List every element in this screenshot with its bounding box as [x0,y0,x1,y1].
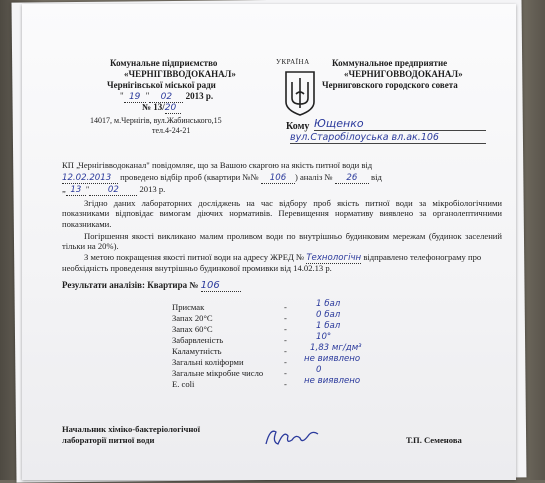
body-paragraph-1c: „ 13 " 02 2013 р. [62,184,166,195]
letter-number: № 13/20 [142,102,181,114]
right-header-line1: Коммунальное предприятие [332,58,448,68]
letter-page: Комунальне підприємство «ЧЕРНІГІВВОДОКАНАЛ» Чернігівської міської ради " 19 " 02 2013 р. № 13/20 14017, м.Чернігів, вул.Жабинського,15 тел.4-24-21 УКРАЇНА Коммунальное предприятие «ЧЕРНИГОВВОДОКАНАЛ» Черниговского городского совета Кому Ющенко вул.Старобілоуська вл.ак.106 КП „Чернігівводоканал" повідомляє, що за Вашою скаргою на якість питної води від 12.02.2013 проведено відбір проб (квартири №№ 106 ) аналіз № 26 від „ 13 " 02 2013 р. Згідно даних лабораторних досліджень на час відбору проб якість питної води за мікробіологічними показниками відповідає вимогам діючих нормативів. Перевищення нормативу виявлено за органолептичними показниками. Погіршення якості викликано малим проливом води по внутрішньо будинковим мережам (будинок заселений тільки на 20%). З метою покращення якості питної води на адресу ЖРЕД № Технологічн відправлено телефонограму про необхідність проведення внутрішньо будинкової промивки від 14.02.13 р. Результати аналізів: Квартира № 106 Присмак - 1 бал Запах 20°С - 0 бал Запах 60°С - 1 бал Забарвленість - 10° Каламутність - 1,83 мг/дм³ Загальні коліформи - не виявлено Загальне мікробне число - 0 E. coli - не виявлено Начальник хіміко-бактеріологічної лабораторії питної води Т.П. Семенова [22,4,516,480]
right-header-line3: Черниговского городского совета [322,80,458,90]
result-value: 0 [316,365,322,375]
result-value: 1,83 мг/дм³ [310,343,362,353]
signatory-title-line2: лабораторії питної води [62,435,155,445]
signatory-title-line1: Начальник хіміко-бактеріологічної [62,424,200,434]
body-paragraph-3: Погіршення якості викликано малим проливом води по внутрішньо будинковим мережам (будинок заселений тільки на 20%). [62,231,502,252]
body-paragraph-2: Згідно даних лабораторних досліджень на час відбору проб якість питної води за мікробіологічними показниками відповідає вимогам діючих нормативів. Перевищення нормативу виявлено за органолептичними показниками. [62,198,502,229]
result-label: Каламутність [172,346,222,356]
right-header-line2: «ЧЕРНИГОВВОДОКАНАЛ» [344,69,463,79]
handwritten-signature [262,422,322,457]
result-label: Присмак [172,302,205,312]
result-label: E. coli [172,379,195,389]
result-label: Запах 20°С [172,313,213,323]
left-header-line1: Комунальне підприємство [110,58,218,68]
result-value: 1 бал [316,321,341,331]
result-label: Запах 60°С [172,324,213,334]
recipient-label: Кому [286,121,310,132]
signatory-name: Т.П. Семенова [406,435,462,445]
date-month-hand: 02 [149,92,183,103]
letter-date: " 19 " 02 2013 р. [120,91,214,102]
result-value: не виявлено [304,376,361,386]
result-value: 10° [316,332,332,342]
result-label: Забарвленість [172,335,224,345]
trident-icon [284,70,316,116]
left-header-line3: Чернігівської міської ради [107,80,216,90]
results-label: Результати аналізів: Квартира № 106 [62,280,241,292]
result-value: не виявлено [304,354,361,364]
result-label: Загальне мікробне число [172,368,264,378]
coat-caption: УКРАЇНА [276,58,310,66]
body-paragraph-1b: 12.02.2013 проведено відбір проб (квартири №№ 106 ) аналіз № 26 від [62,172,382,183]
date-day-hand: 19 [124,92,146,103]
body-paragraph-1a: КП „Чернігівводоканал" повідомляє, що за Вашою скаргою на якість питної води від [62,160,373,170]
recipient-name-hand: Ющенко [314,117,486,131]
left-header-address: 14017, м.Чернігів, вул.Жабинського,15 [90,116,222,125]
result-value: 1 бал [316,299,341,309]
result-value: 0 бал [316,310,341,320]
left-header-phone: тел.4-24-21 [152,126,191,135]
body-paragraph-4: З метою покращення якості питної води на адресу ЖРЕД № Технологічн відправлено телефонограму про необхідність проведення внутрішньо будинкової промивки від 14.02.13 р. [62,252,482,274]
left-header-line2: «ЧЕРНІГІВВОДОКАНАЛ» [124,69,236,79]
result-label: Загальні коліформи [172,357,244,367]
recipient-address-hand: вул.Старобілоуська вл.ак.106 [290,132,486,144]
